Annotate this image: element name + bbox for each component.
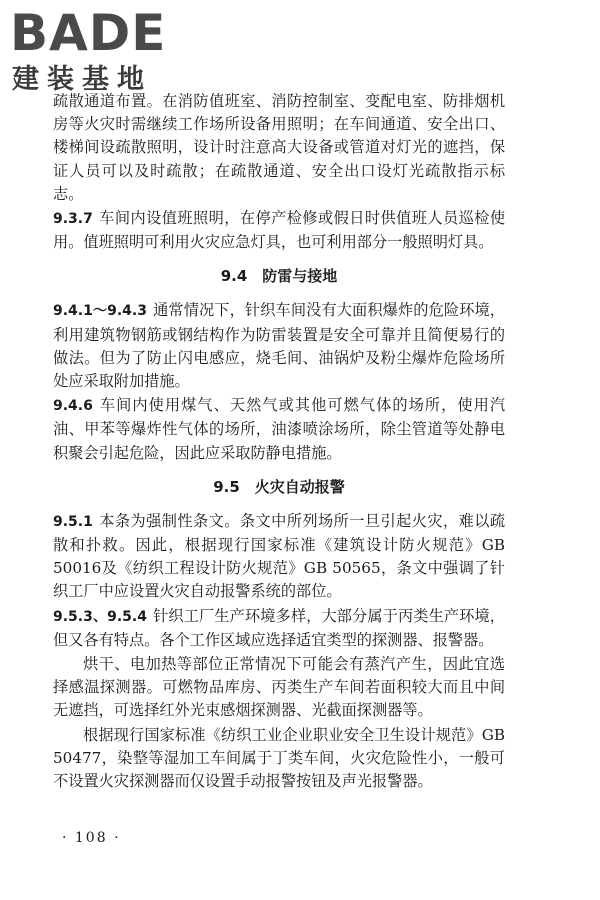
- clause-9-5-3-9-5-4: [53, 605, 505, 652]
- logo-subtitle: 建装基地: [12, 64, 152, 95]
- clause-9-3-7: [53, 207, 505, 254]
- clause-9-4-1-to-9-4-3: [53, 299, 505, 393]
- page-number: · 108 ·: [62, 830, 121, 846]
- paragraph-text: 本条为强制性条文。条文中所列场所一旦引起火灾，难以疏散和扑救。因此，根据现行国家标准《建筑设计防火规范》GB 50016及《纺织工程设计防火规范》GB 50565，条文中强调了针织工厂中应设置火灾自动报警系统的部位。: [53, 511, 505, 601]
- clause-9-4-6: [53, 394, 505, 465]
- clause-number: 9.3.7: [53, 211, 93, 228]
- paragraph-continued: [53, 90, 505, 206]
- logo-wordmark: BADE: [10, 4, 167, 62]
- paragraph-text: 通常情况下，针织车间没有大面积爆炸的危险环境，利用建筑物钢筋或钢结构作为防雷装置是安全可靠并且简便易行的做法。但为了防止闪电感应，烧毛间、油锅炉及粉尘爆炸危险场所处应采取附加措施。: [53, 301, 505, 391]
- page-body: [53, 90, 505, 794]
- brand-logo: [8, 4, 178, 100]
- paragraph-text: 车间内设值班照明，在停产检修或假日时供值班人员巡检使用。值班照明可利用火灾应急灯具，也可利用部分一般照明灯具。: [53, 209, 505, 252]
- clause-number: 9.5.3、9.5.4: [53, 608, 147, 625]
- section-heading-9-4: 9.4 防雷与接地: [220, 267, 338, 286]
- paragraph-wet-processing: 根据现行国家标准《纺织工业企业职业安全卫生设计规范》GB 50477，染整等湿加工车间属于丁类车间，火灾危险性小，一般可不设置火灾探测器而仅设置手动报警按钮及声光报警器。: [53, 725, 505, 791]
- paragraph-text: 车间内使用煤气、天然气或其他可燃气体的场所，使用汽油、甲苯等爆炸性气体的场所，油漆喷涂场所，除尘管道等处静电积聚会引起危险，因此应采取防静电措施。: [53, 396, 505, 462]
- clause-number: 9.5.1: [53, 513, 93, 530]
- clause-9-5-1: [53, 510, 505, 604]
- paragraph-text: 疏散通道布置。在消防值班室、消防控制室、变配电室、防排烟机房等火灾时需继续工作场所设备用照明；在车间通道、安全出口、楼梯间设疏散照明，设计时注意高大设备或管道对灯光的遮挡，保证人员可以及时疏散；在疏散通道、安全出口设灯光疏散指示标志。: [53, 92, 505, 203]
- paragraph-text: 针织工厂生产环境多样，大部分属于丙类生产环境，但又各有特点。各个工作区域应选择适宜类型的探测器、报警器。: [53, 606, 505, 649]
- section-heading-9-5: 9.5 火灾自动报警: [213, 477, 345, 496]
- clause-number: 9.4.6: [53, 398, 93, 415]
- paragraph-detectors: 烘干、电加热等部位正常情况下可能会有蒸汽产生，因此宜选择感温探测器。可燃物品库房、丙类生产车间若面积较大而且中间无遮挡，可选择红外光束感烟探测器、光截面探测器等。: [53, 655, 505, 720]
- clause-number: 9.4.1～9.4.3: [53, 303, 147, 320]
